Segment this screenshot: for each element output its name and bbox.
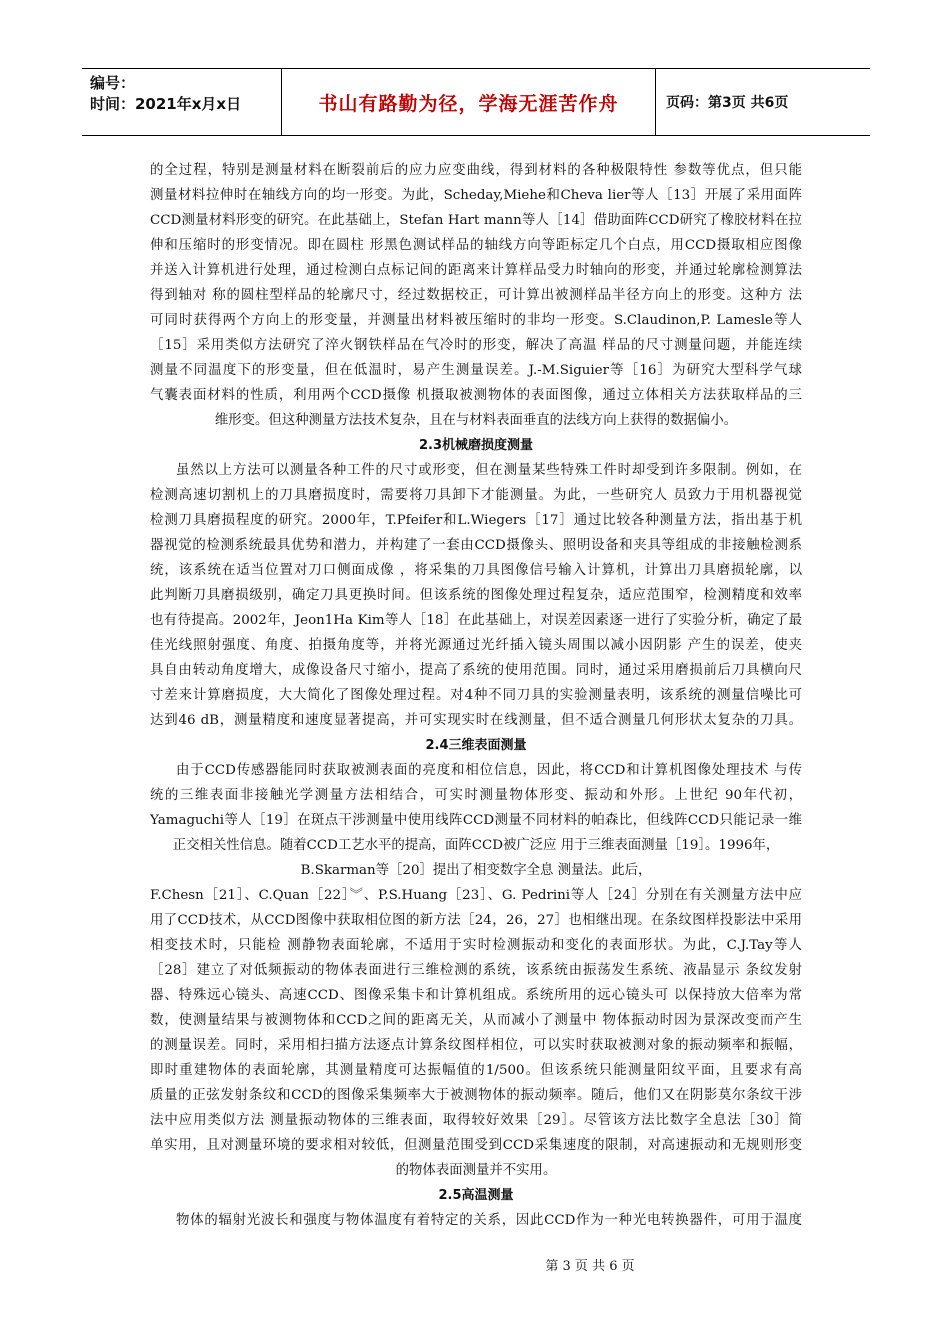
document-number-label: 编号： — [90, 74, 136, 92]
body-line: B.Skarman等［20］提出了相变数字全息 测量法。此后， — [300, 863, 652, 878]
body-line: 虽然以上方法可以测量各种工件的尺寸或形变，但在测量某些特殊工件时却受到许多限制。例如，在 — [176, 463, 802, 478]
body-line: 器、特殊远心镜头、高速CCD、图像采集卡和计算机组成。系统所用的远心镜头可 以保持放大倍率为常 — [150, 988, 802, 1003]
body-line: 测量材料拉伸时在轴线方向的均一形变。为此，Scheday,Miehe和Cheva lier等人［13］开展了采用面阵 — [150, 188, 802, 203]
body-line: ［15］采用类似方法研究了淬火钢铁样品在气冷时的形变，解决了高温 样品的尺寸测量问题，并能连续 — [150, 338, 802, 353]
body-line: 的测量误差。同时，采用相扫描方法逐点计算条纹图样相位，可以实时获取被测对象的振动频率和振幅， — [150, 1038, 802, 1053]
section-heading-2-5: 2.5高温测量 — [438, 1188, 514, 1203]
body-line: ［28］建立了对低频振动的物体表面进行三维检测的系统，该系统由振荡发生系统、液晶显示 条纹发射 — [150, 963, 802, 978]
body-line: 单实用，且对测量环境的要求相对较低，但测量范围受到CCD采集速度的限制，对高速振动和无规则形变 — [150, 1138, 802, 1153]
body-line: 法中应用类似方法 测量振动物体的三维表面，取得较好效果［29］。尽管该方法比数字全息法［30］简 — [150, 1113, 802, 1128]
document-body — [150, 158, 802, 1233]
body-line: 气囊表面材料的性质，利用两个CCD摄像 机摄取被测物体的表面图像，通过立体相关方法获取样品的三 — [150, 388, 802, 403]
page-header — [82, 68, 870, 136]
body-line: 佳光线照射强度、角度、拍摄角度等，并将光源通过光纤插入镜头周围以减小因阴影 产生的误差，使夹 — [150, 638, 802, 653]
body-line: CCD测量材料形变的研究。在此基础上，Stefan Hart mann等人［14］借助面阵CCD研究了橡胶材料在拉 — [150, 213, 802, 228]
body-line: 器视觉的检测系统最具优势和潜力，并构建了一套由CCD摄像头、照明设备和夹具等组成的非接触检测系 — [150, 538, 802, 553]
body-line: 统的三维表面非接触光学测量方法相结合，可实时测量物体形变、振动和外形。上世纪 90年代初， — [150, 788, 802, 803]
body-line: F.Chesn［21］、C.Quan［22］︾、P.S.Huang［23］、G. Pedrini等人［24］分别在有关测量方法中应 — [150, 888, 802, 903]
body-line: 由于CCD传感器能同时获取被测表面的亮度和相位信息，因此，将CCD和计算机图像处理技术 与传 — [176, 763, 802, 778]
body-line: 达到46 dB，测量精度和速度显著提高，并可实现实时在线测量，但不适合测量几何形状太复杂的刀具。 — [150, 713, 802, 728]
body-line: 寸差来计算磨损度，大大简化了图像处理过程。对4种不同刀具的实验测量表明，该系统的测量信噪比可 — [150, 688, 802, 703]
header-meta — [82, 69, 282, 135]
body-line: Yamaguchi等人［19］在斑点干涉测量中使用线阵CCD测量不同材料的帕森比，但线阵CCD只能记录一维 — [150, 813, 802, 828]
body-line: 数，使测量结果与被测物体和CCD之间的距离无关，从而减小了测量中 物体振动时因为景深改变而产生 — [150, 1013, 802, 1028]
body-line: 并送入计算机进行处理，通过检测白点标记间的距离来计算样品受力时轴向的形变，并通过轮廓检测算法 — [150, 263, 802, 278]
body-line: 用了CCD技术，从CCD图像中获取相位图的新方法［24，26，27］也相继出现。在条纹图样投影法中采用 — [150, 913, 802, 928]
body-line: 测量不同温度下的形变量，但在低温时，易产生测量误差。J.-M.Siguier等［16］为研究大型科学气球 — [150, 363, 802, 378]
body-line: 正交相关性信息。随着CCD工艺水平的提高，面阵CCD被广泛应 用于三维表面测量［19］。1996年， — [172, 838, 780, 853]
body-line: 检测刀具磨损程度的研究。2000年，T.Pfeifer和L.Wiegers［17］通过比较各种测量方法，指出基于机 — [150, 513, 802, 528]
page-footer — [0, 1255, 950, 1274]
body-line: 维形变。但这种测量方法技术复杂，且在与材料表面垂直的法线方向上获得的数据偏小。 — [214, 413, 738, 428]
body-line: 得到轴对 称的圆柱型样品的轮廓尺寸，经过数据校正，可计算出被测样品半径方向上的形变。这种方 法 — [150, 288, 802, 303]
body-line: 物体的辐射光波长和强度与物体温度有着特定的关系，因此CCD作为一种光电转换器件，可用于温度 — [176, 1213, 802, 1228]
body-line: 也有待提高。2002年，Jeon1Ha Kim等人［18］在此基础上，对误差因素逐一进行了实验分析，确定了最 — [150, 613, 802, 628]
header-page-info: 页码：第3页 共6页 — [666, 95, 789, 111]
body-line: 的物体表面测量并不实用。 — [395, 1163, 557, 1178]
section-heading-2-3: 2.3机械磨损度测量 — [418, 438, 534, 453]
body-line: 质量的正弦发射条纹和CCD的图像采集频率大于被测物体的振动频率。随后，他们又在阴影莫尔条纹干涉 — [150, 1088, 802, 1103]
body-line: 统，该系统在适当位置对刀口侧面成像 ，将采集的刀具图像信号输入计算机，计算出刀具磨损轮廓，以 — [150, 563, 802, 578]
body-line: 即时重建物体的表面轮廓，其测量精度可达振幅值的1/500。但该系统只能测量阳纹平面，且要求有高 — [150, 1063, 802, 1078]
body-line: 此判断刀具磨损级别，确定刀具更换时间。但该系统的图像处理过程复杂，适应范围窄，检测精度和效率 — [150, 588, 802, 603]
body-line: 具自由转动角度增大，成像设备尺寸缩小，提高了系统的使用范围。同时，通过采用磨损前后刀具横向尺 — [150, 663, 802, 678]
footer-page-number: 第 3 页 共 6 页 — [545, 1259, 635, 1274]
body-line: 相变技术时，只能检 测静物表面轮廓，不适用于实时检测振动和变化的表面形状。为此，C.J.Tay等人 — [150, 938, 802, 953]
body-line: 可同时获得两个方向上的形变量，并测量出材料被压缩时的非均一形变。S.Claudinon,P. Lamesle等人 — [150, 313, 802, 328]
body-line: 的全过程，特别是测量材料在断裂前后的应力应变曲线，得到材料的各种极限特性 参数等优点，但只能 — [150, 163, 802, 178]
section-heading-2-4: 2.4三维表面测量 — [425, 738, 527, 753]
header-motto: 书山有路勤为径，学海无涯苦作舟 — [282, 69, 656, 135]
body-line: 伸和压缩时的形变情况。即在圆柱 形黑色测试样品的轴线方向等距标定几个白点，用CCD摄取相应图像 — [150, 238, 802, 253]
body-line: 检测高速切割机上的刀具磨损度时，需要将刀具卸下才能测量。为此，一些研究人 员致力于用机器视觉 — [150, 488, 802, 503]
document-time-label: 时间：2021年x月x日 — [90, 95, 242, 113]
